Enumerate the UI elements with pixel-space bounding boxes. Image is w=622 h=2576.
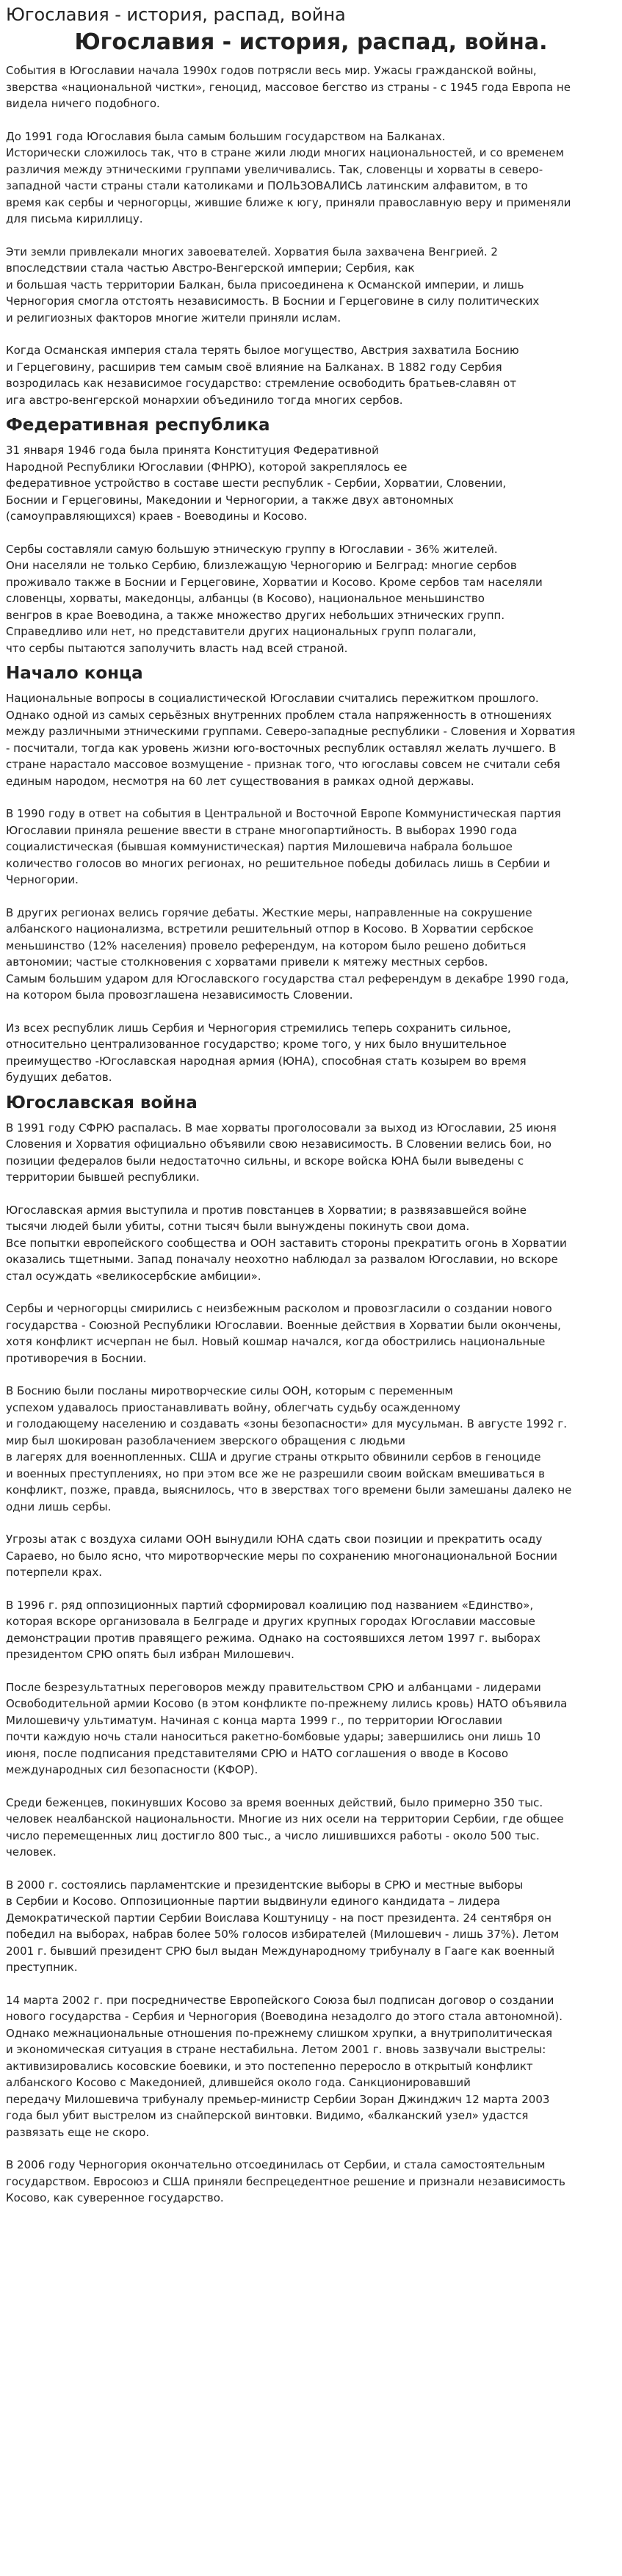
paragraph: События в Югославии начала 1990х годов потрясли весь мир. Ужасы гражданской войны, зверства «национальной чистки», геноцид, массовое бегство из страны - с 1945 года Европа не видела ничего подобного. (6, 64, 571, 110)
paragraph: В Боснию были посланы миротворческие силы ООН, которым с переменным успехом удавалось приостанавливать войну, облегчать судьбу осажденному и голодающему населению и создавать «зоны безопасности» для мусульман. В августе 1992 г. мир был шокирован разоблачением зверского обращения с людьми в лагерях для военнопленных. США и другие страны открыто обвинили сербов в геноциде и военных преступлениях, но при этом все же не разрешили своим войскам вмешиваться в конфликт, позже, правда, выяснилось, что в зверствах того времени были замешаны далеко не одни лишь сербы. (6, 1384, 572, 1513)
paragraph: 31 января 1946 года была принята Конституция Федеративной Народной Республики Югославии (ФНРЮ), которой закреплялось ее федеративное устройство в составе шести республик - Сербии, Хорватии, Словении, Боснии и Герцеговины, Македонии и Черногории, а также двух автономных (самоуправляющихся) краев - Воеводины и Косово. (6, 444, 507, 523)
federal-republic-section (6, 416, 616, 656)
paragraph: В 1996 г. ряд оппозиционных партий сформировал коалицию под названием «Единство», которая вскоре организовала в Белграде и других крупных городах Югославии массовые демонстрации против правящего режима. Однако на состоявшихся летом 1997 г. выборах президентом СРЮ опять был избран Милошевич. (6, 1598, 540, 1661)
paragraph: Из всех республик лишь Сербия и Черногория стремились теперь сохранить сильное, относительно централизованное государство; кроме того, у них было внушительное преимущество -Югославская народная армия (ЮНА), способная стать козырем во время будущих дебатов. (6, 1021, 527, 1084)
section-heading: Федеративная республика (6, 416, 270, 435)
paragraph: Эти земли привлекали многих завоевателей. Хорватия была захвачена Венгрией. 2 впоследствии стала частью Австро-Венгерской империи; Сербия, как и большая часть территории Балкан, была присоединена к Османской империи, и лишь Черногория смогла отстоять независимость. В Боснии и Герцеговине в силу политических и религиозных факторов многие жители приняли ислам. (6, 245, 540, 325)
section-heading: Начало конца (6, 664, 143, 683)
beginning-of-end-section (6, 664, 616, 1086)
paragraph: Угрозы атак с воздуха силами ООН вынудили ЮНА сдать свои позиции и прекратить осаду Сараево, но было ясно, что миротворческие меры по сохранению многонациональной Боснии потерпели крах. (6, 1533, 557, 1579)
paragraph: В 2000 г. состоялись парламентские и президентские выборы в СРЮ и местные выборы в Сербии и Косово. Оппозиционные партии выдвинули единого кандидата – лидера Демократической партии Сербии Воислава Коштуницу - на пост президента. 24 сентября он победил на выборах, набрав более 50% голосов избирателей (Милошевич - лишь 37%). Летом 2001 г. бывший президент СРЮ был выдан Международному трибуналу в Гааге как военный преступник. (6, 1878, 560, 1974)
paragraph: До 1991 года Югославия была самым большим государством на Балканах. Исторически сложилось так, что в стране жили люди многих национальностей, и со временем различия между этническими группами увеличивались. Так, словенцы и хорваты в северо- западной части страны стали католиками и ПОЛЬЗОВАЛИСЬ латинским алфавитом, в то время как сербы и черногорцы, жившие ближе к югу, приняли православную веру и применяли для письма кириллицу. (6, 129, 571, 225)
paragraph: Когда Османская империя стала терять былое могущество, Австрия захватила Боснию и Герцеговину, расширив тем самым своё влияние на Балканах. В 1882 году Сербия возродилась как независимое государство: стремление освободить братьев-славян от ига австро-венгерской монархии объединило тогда многих сербов. (6, 344, 519, 407)
paragraph: В других регионах велись горячие дебаты. Жесткие меры, направленные на сокрушение албанского национализма, встретили решительный отпор в Косово. В Хорватии сербское меньшинство (12% населения) провело референдум, на котором было решено добиться автономии; частые столкновения с хорватами привели к мятежу местных сербов. Самым большим ударом для Югославского государства стал референдум в декабре 1990 года, на котором была провозглашена независимость Словении. (6, 905, 569, 1002)
page-header-title: Югославия - история, распад, война (6, 4, 346, 25)
paragraph: 14 марта 2002 г. при посредничестве Европейского Союза был подписан договор о создании нового государства - Сербия и Черногория (Воеводина незадолго до этого стала автономной). Однако межнациональные отношения по-прежнему слишком хрупки, а внутриполитическая и экономическая ситуация в стране нестабильна. Летом 2001 г. вновь зазвучали выстрелы: активизировались косовские боевики, и это постепенно переросло в открытый конфликт албанского Косово с Македонией, длившейся около года. Санкционировавший передачу Милошевича трибуналу премьер-министр Сербии Зоран Джинджич 12 марта 2003 года был убит выстрелом из снайперской винтовки. Видимо, «балканский узел» удастся развязать еще не скоро. (6, 1993, 563, 2139)
article-title: Югославия - история, распад, война. (74, 29, 548, 55)
paragraph: После безрезультатных переговоров между правительством СРЮ и албанцами - лидерами Освободительной армии Косово (в этом конфликте по-прежнему лились кровь) НАТО объявила Милошевичу ультиматум. Начиная с конца марта 1999 г., по территории Югославии почти каждую ночь стали наноситься ракетно-бомбовые удары; завершились они лишь 10 июня, после подписания представителями СРЮ и НАТО соглашения о вводе в Косово международных сил безопасности (КФОР). (6, 1680, 568, 1776)
paragraph: Югославская армия выступила и против повстанцев в Хорватии; в развязавшейся войне тысячи людей были убиты, сотни тысяч были вынуждены покинуть свои дома. Все попытки европейского сообщества и ООН заставить стороны прекратить огонь в Хорватии оказались тщетными. Запад поначалу неохотно наблюдал за развалом Югославии, но вскоре стал осуждать «великосербские амбиции». (6, 1203, 567, 1283)
yugoslav-war-section (6, 1093, 616, 2207)
paragraph: Сербы составляли самую большую этническую группу в Югославии - 36% жителей. Они населяли не только Сербию, близлежащую Черногорию и Белград: многие сербов проживало также в Боснии и Герцеговине, Хорватии и Косово. Кроме сербов там населяли словенцы, хорваты, македонцы, албанцы (в Косово), национальное меньшинство венгров в крае Воеводина, а также множество других небольших этнических групп. Справедливо или нет, но представители других национальных групп полагали, что сербы пытаются заполучить власть над всей страной. (6, 542, 543, 655)
paragraph: Национальные вопросы в социалистической Югославии считались пережитком прошлого. Однако одной из самых серьёзных внутренних проблем стала напряженность в отношениях между различными этническими группами. Северо-западные республики - Словения и Хорватия - посчитали, тогда как уровень жизни юго-восточных республик оставлял желать лучшего. В стране нарастало массовое возмущение - признак того, что югославы совсем не считали себя единым народом, несмотря на 60 лет существования в рамках одной державы. (6, 692, 576, 788)
paragraph: Среди беженцев, покинувших Косово за время военных действий, было примерно 350 тыс. человек неалбанской национальности. Многие из них осели на территории Сербии, где общее число перемещенных лиц достигло 800 тыс., а число лишившихся работы - около 500 тыс. человек. (6, 1795, 564, 1859)
section-heading: Югославская война (6, 1093, 198, 1112)
paragraph: В 2006 году Черногория окончательно отсоединилась от Сербии, и стала самостоятельным государством. Евросоюз и США приняли беспрецедентное решение и признали независимость Косово, как суверенное государство. (6, 2158, 565, 2204)
intro-section (6, 62, 616, 408)
paragraph: Сербы и черногорцы смирились с неизбежным расколом и провозгласили о создании нового государства - Союзной Республики Югославии. Военные действия в Хорватии были окончены, хотя конфликт исчерпан не был. Новый кошмар начался, когда обострились национальные противоречия в Боснии. (6, 1302, 561, 1365)
paragraph: В 1990 году в ответ на события в Центральной и Восточной Европе Коммунистическая партия Югославии приняла решение ввести в стране многопартийность. В выборах 1990 года социалистическая (бывшая коммунистическая) партия Милошевича набрала большое количество голосов во многих регионах, но решительное победы добилась лишь в Сербии и Черногории. (6, 807, 561, 886)
paragraph: В 1991 году СФРЮ распалась. В мае хорваты проголосовали за выход из Югославии, 25 июня Словения и Хорватия официально объявили свою независимость. В Словении велись бои, но позиции федералов были недостаточно сильны, и вскоре войска ЮНА были выведены с территории бывшей республики. (6, 1121, 557, 1184)
